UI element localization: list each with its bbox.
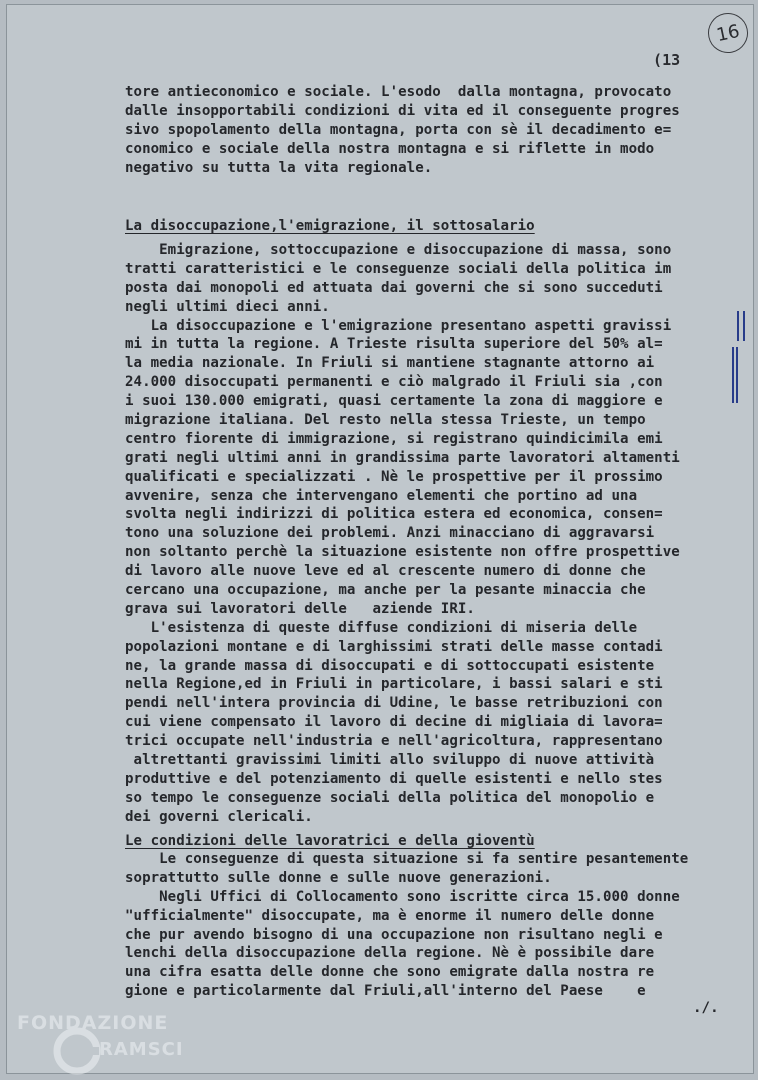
text-line: conomico e sociale della nostra montagna e si riflette in modo — [125, 140, 655, 157]
intro-paragraph — [125, 83, 737, 177]
text-line: produttive e del potenziamento di quelle esistenti e nello stes — [125, 770, 663, 787]
watermark-text-line2: RAMSCI — [99, 1039, 184, 1060]
text-line: nella Regione,ed in Friuli in particolare, i bassi salari e sti — [125, 676, 663, 693]
text-line: sivo spopolamento della montagna, porta con sè il decadimento e= — [125, 121, 672, 138]
text-line: popolazioni montane e di larghissimi strati delle masse contadi — [125, 638, 663, 655]
text-line: pendi nell'intera provincia di Udine, le basse retribuzioni con — [125, 695, 663, 712]
text-line: gione e particolarmente dal Friuli,all'interno del Paese e — [125, 983, 646, 1000]
text-line: tono una soluzione dei problemi. Anzi minacciano di aggravarsi — [125, 525, 655, 542]
watermark-text-line1: FONDAZIONE — [17, 1012, 169, 1034]
section2-body — [125, 850, 737, 1001]
section-heading-lavoratrici: Le condizioni delle lavoratrici e della gioventù — [125, 833, 535, 849]
text-line: tratti caratteristici e le conseguenze sociali della politica im — [125, 260, 672, 277]
text-line: ne, la grande massa di disoccupati e di sottoccupati esistente — [125, 657, 655, 674]
text-line: grati negli ultimi anni in grandissima parte lavoratori altamenti — [125, 449, 680, 466]
text-line: dalle insopportabili condizioni di vita ed il conseguente progres — [125, 102, 680, 119]
text-line: Emigrazione, sottoccupazione e disoccupazione di massa, sono — [125, 242, 672, 258]
margin-mark — [736, 347, 738, 403]
text-line: cercano una occupazione, ma anche per la pesante minaccia che — [125, 582, 646, 599]
text-line: Negli Uffici di Collocamento sono iscritte circa 15.000 donne — [125, 888, 680, 905]
section1-body — [125, 241, 737, 827]
text-line: la media nazionale. In Friuli si mantiene stagnante attorno ai — [125, 355, 655, 372]
margin-mark — [743, 311, 745, 341]
text-line: svolta negli indirizzi di politica estera ed economica, consen= — [125, 506, 663, 523]
text-line: di lavoro alle nuove leve ed al crescente numero di donne che — [125, 563, 646, 580]
page-number: (13 — [653, 51, 681, 69]
section-heading-disoccupazione: La disoccupazione,l'emigrazione, il sottosalario — [125, 218, 535, 234]
text-line: La disoccupazione e l'emigrazione presentano aspetti gravissi — [125, 317, 672, 334]
text-line: i suoi 130.000 emigrati, quasi certamente la zona di maggiore e — [125, 393, 663, 410]
text-line: qualificati e specializzati . Nè le prospettive per il prossimo — [125, 468, 663, 485]
text-line: posta dai monopoli ed attuata dai governi che si sono succeduti — [125, 279, 663, 296]
text-line: trici occupate nell'industria e nell'agricoltura, rappresentano — [125, 733, 663, 750]
text-line: centro fiorente di immigrazione, si registrano quindicimila emi — [125, 430, 663, 447]
text-line: 24.000 disoccupati permanenti e ciò malgrado il Friuli sia ,con — [125, 374, 663, 391]
text-line: altrettanti gravissimi limiti allo sviluppo di nuove attività — [125, 752, 655, 769]
text-line: migrazione italiana. Del resto nella stessa Trieste, un tempo — [125, 412, 646, 429]
text-line: non soltanto perchè la situazione esistente non offre prospettive — [125, 544, 680, 561]
text-line: negli ultimi dieci anni. — [125, 298, 330, 315]
text-line: Le conseguenze di questa situazione si fa sentire pesantemente — [125, 851, 689, 867]
margin-mark — [737, 311, 739, 341]
text-line: soprattutto sulle donne e sulle nuove generazioni. — [125, 869, 552, 886]
document-page — [6, 4, 754, 1074]
text-line: negativo su tutta la vita regionale. — [125, 159, 433, 176]
text-line: che pur avendo bisogno di una occupazione non risultano negli e — [125, 926, 663, 943]
text-line: so tempo le conseguenze sociali della politica del monopolio e — [125, 789, 655, 806]
text-line: grava sui lavoratori delle aziende IRI. — [125, 600, 475, 617]
text-line: una cifra esatta delle donne che sono emigrate dalla nostra re — [125, 964, 655, 981]
archive-page-number-circled: 16 — [704, 9, 751, 56]
text-line: lenchi della disoccupazione della regione. Nè è possibile dare — [125, 945, 655, 962]
text-line: tore antieconomico e sociale. L'esodo dalla montagna, provocato — [125, 84, 672, 100]
text-line: mi in tutta la regione. A Trieste risulta superiore del 50% al= — [125, 336, 663, 353]
text-line: L'esistenza di queste diffuse condizioni di miseria delle — [125, 619, 638, 636]
fondazione-gramsci-watermark-logo — [15, 1005, 195, 1075]
text-line: avvenire, senza che intervengano elementi che portino ad una — [125, 487, 638, 504]
text-line: dei governi clericali. — [125, 808, 313, 825]
text-line: "ufficialmente" disoccupate, ma è enorme il numero delle donne — [125, 907, 655, 924]
continuation-mark: ./. — [693, 1000, 719, 1016]
margin-mark — [732, 347, 734, 403]
text-line: cui viene compensato il lavoro di decine di migliaia di lavora= — [125, 714, 663, 731]
